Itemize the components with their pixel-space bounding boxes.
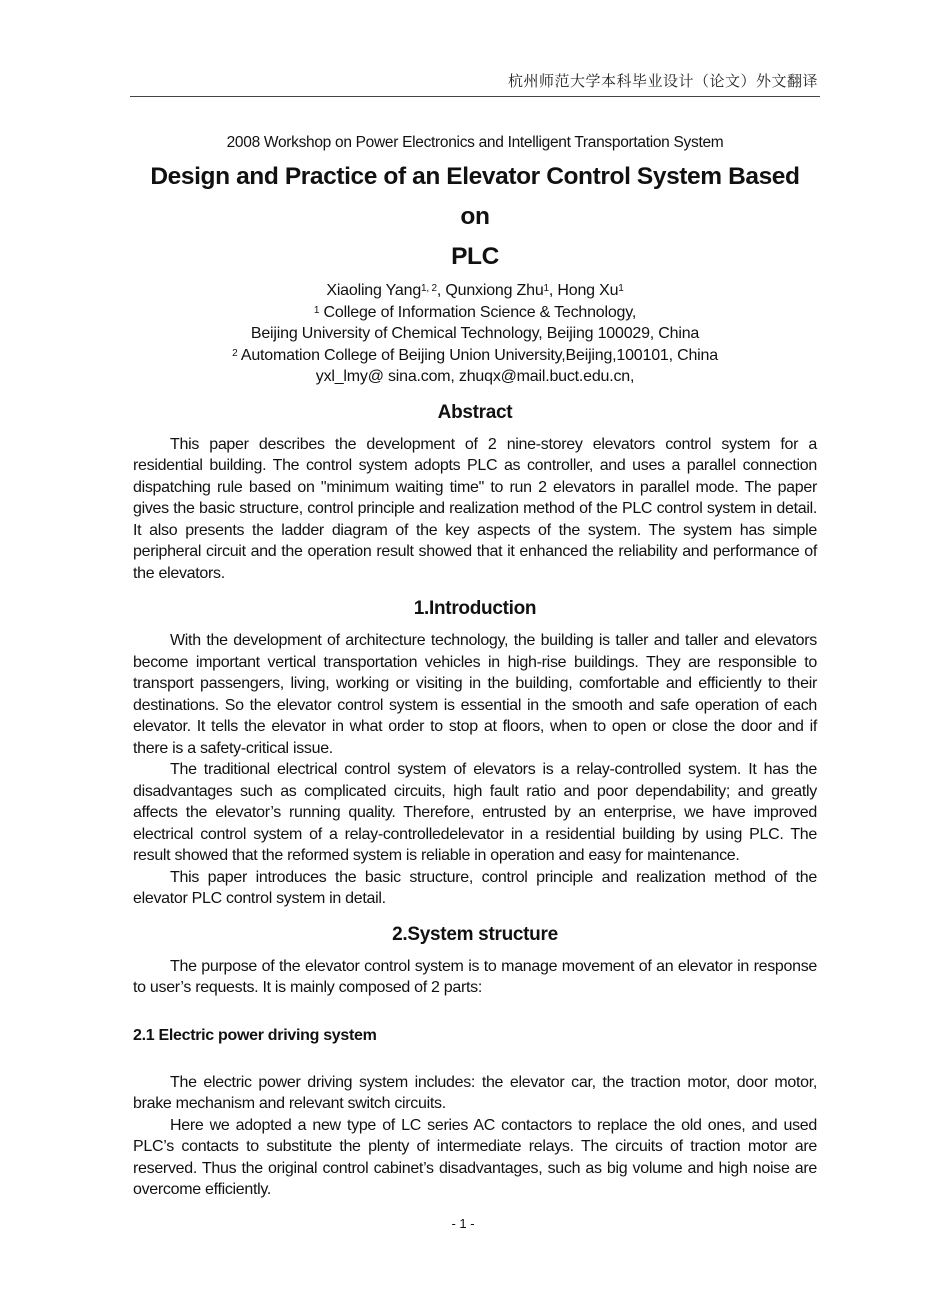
author-1-affil: 1, 2 [421,283,437,294]
conference-name: 2008 Workshop on Power Electronics and Intelligent Transportation System [226,134,724,151]
system-structure-paragraph: The purpose of the elevator control system is to manage movement of an elevator in response to user’s requests. It is mainly composed of 2 parts: [133,957,817,996]
paper-title-line2: PLC [451,243,499,270]
paper-title-line1: Design and Practice of an Elevator Control System Based on [150,163,800,230]
author-3-affil: 1 [618,283,624,294]
subsection-heading-2-1: 2.1 Electric power driving system [133,1026,377,1044]
author-2: , Qunxiong Zhu [436,282,544,299]
paper-body [133,134,817,1201]
author-block [133,280,817,388]
introduction-paragraph-2: The traditional electrical control system of elevators is a relay-controlled system. It has the disadvantages such as complicated circuits, high fault ratio and poor dependability; and greatly affects the elevator’s running quality. Therefore, entrusted by an enterprise, we have improved electrical control system of a relay-controlledelevator in a residential building by using PLC. The result showed that the reformed system is reliable in operation and easy for maintenance. [133,761,817,864]
author-emails: yxl_lmy@ sina.com, zhuqx@mail.buct.edu.cn, [315,368,635,385]
subsection-2-1-paragraph-2: Here we adopted a new type of LC series AC contactors to replace the old ones, and used PLC’s contacts to substitute the plenty of intermediate relays. The circuits of traction motor are reserved. Thus the original control cabinet’s disadvantages, such as big volume and high noise are overcome efficiently. [133,1116,817,1198]
subsection-2-1-paragraph-1: The electric power driving system includes: the elevator car, the traction motor, door motor, brake mechanism and relevant switch circuits. [133,1073,817,1112]
author-1: Xiaoling Yang [326,282,422,299]
abstract-heading: Abstract [437,401,513,423]
page-number: - 1 - [451,1216,475,1231]
abstract-text: This paper describes the development of 2 nine-storey elevators control system for a residential building. The control system adopts PLC as controller, and uses a parallel connection dispatching rule based on "minimum waiting time" to run 2 elevators in parallel mode. The paper gives the basic structure, control principle and realization method of the PLC control system in detail. It also presents the ladder diagram of the key aspects of the system. The system has simple peripheral circuit and the operation result showed that it enhanced the reliability and performance of the elevators. [133,435,817,582]
affiliation-1-line1: College of Information Science & Technology, [323,303,637,321]
author-3: , Hong Xu [548,282,619,299]
introduction-paragraph-3: This paper introduces the basic structure, control principle and realization method of the elevator PLC control system in detail. [133,868,817,907]
affiliation-2-line: Automation College of Beijing Union University,Beijing,100101, China [240,346,718,364]
page-header: 杭州师范大学本科毕业设计（论文）外文翻译 [507,72,818,90]
affiliation-2 [133,345,817,367]
affiliation-1-line2: Beijing University of Chemical Technology, Beijing 100029, China [250,325,700,342]
introduction-heading: 1.Introduction [413,598,537,619]
introduction-paragraph-1: With the development of architecture technology, the building is taller and taller and elevators become important vertical transportation vehicles in high-rise buildings. They are responsible to transport passengers, living, working or visiting in the building, comfortable and efficiently to their destinations. So the elevator control system is essential in the smooth and safe operation of each elevator. It tells the elevator in what order to stop at floors, when to open or close the door and if there is a safety-critical issue. [133,632,817,757]
affiliation-1 [133,302,817,324]
header-divider [130,96,820,97]
system-structure-heading: 2.System structure [392,923,558,945]
affiliation-2-marker: 2 [232,347,238,359]
affiliation-1-marker: 1 [313,304,320,316]
author-2-affil: 1 [543,283,549,294]
author-line [133,280,817,302]
